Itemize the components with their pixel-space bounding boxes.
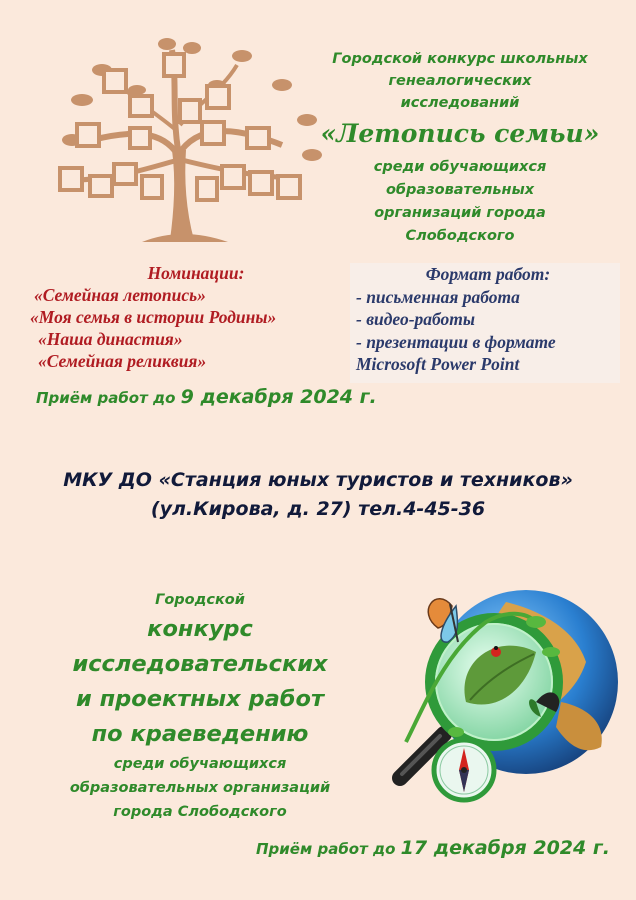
- contest2-title-line: и проектных работ: [75, 686, 325, 712]
- contest1-audience-line: организаций города: [374, 205, 546, 221]
- format-block: [350, 263, 620, 383]
- organization-address: (ул.Кирова, д. 27) тел.4-45-36: [150, 498, 486, 520]
- organization-name: МКУ ДО «Станция юных туристов и техников»: [63, 469, 573, 491]
- nominations-heading: Номинации:: [147, 263, 245, 283]
- format-item: - видео-работы: [356, 309, 476, 329]
- format-item: - письменная работа: [356, 286, 520, 307]
- contest1-intro-line: генеалогических: [388, 73, 532, 89]
- format-item: Microsoft Power Point: [356, 354, 520, 374]
- nomination-item: «Моя семья в истории Родины»: [30, 307, 277, 327]
- contest2-audience-line: города Слободского: [113, 804, 287, 820]
- contest1-intro-line: Городской конкурс школьных: [332, 51, 588, 67]
- contest2-title-line: исследовательских: [72, 651, 328, 677]
- contest2-title-line: по краеведению: [91, 721, 309, 747]
- nomination-item: «Семейная летопись»: [34, 285, 206, 305]
- nomination-item: «Семейная реликвия»: [38, 351, 207, 371]
- contest1-audience-line: образовательных: [385, 182, 535, 198]
- contest2-title-line: конкурс: [147, 616, 253, 642]
- format-heading: Формат работ:: [425, 264, 551, 284]
- family-tree-icon: [52, 30, 322, 254]
- deadline-1-prefix: Приём работ до: [36, 389, 176, 407]
- deadline-2-date: 17 декабря 2024 г.: [400, 837, 610, 859]
- deadline-1: [36, 386, 377, 408]
- globe-magnifier-icon: [386, 582, 622, 826]
- nominations-block: [30, 262, 340, 372]
- organization-info: [0, 466, 636, 524]
- deadline-1-date: 9 декабря 2024 г.: [180, 386, 377, 408]
- contest1-audience-line: Слободского: [405, 228, 515, 244]
- contest1-heading: [300, 48, 620, 248]
- deadline-2: [256, 837, 610, 859]
- format-item: - презентации в формате: [356, 331, 556, 352]
- contest2-audience-line: среди обучающихся: [113, 756, 287, 772]
- contest1-title: «Летопись семьи»: [320, 119, 600, 148]
- contest2-intro: Городской: [155, 592, 245, 608]
- nomination-item: «Наша династия»: [38, 329, 183, 349]
- contest1-audience-line: среди обучающихся: [373, 159, 547, 175]
- contest2-heading: [30, 588, 370, 824]
- deadline-2-prefix: Приём работ до: [256, 840, 396, 858]
- contest1-intro-line: исследований: [400, 95, 520, 111]
- contest2-audience-line: образовательных организаций: [69, 780, 331, 796]
